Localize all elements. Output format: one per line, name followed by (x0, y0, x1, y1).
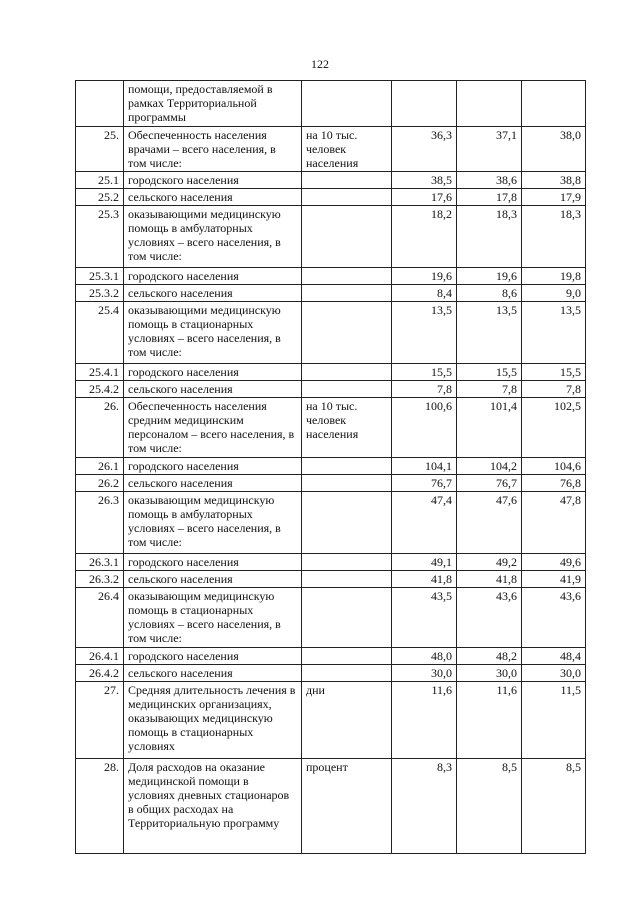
cell-name: городского населения (124, 458, 302, 475)
cell-unit (302, 81, 392, 127)
cell-unit (302, 554, 392, 571)
cell-v1: 19,6 (392, 268, 457, 285)
table-row (76, 127, 586, 172)
cell-num: 26.4.2 (76, 665, 124, 682)
cell-v1: 47,4 (392, 492, 457, 554)
cell-v1: 38,5 (392, 172, 457, 189)
table-row (76, 571, 586, 588)
cell-num: 27. (76, 682, 124, 759)
cell-v1: 7,8 (392, 381, 457, 398)
cell-v3: 19,8 (522, 268, 586, 285)
cell-name: сельского населения (124, 665, 302, 682)
cell-v2: 7,8 (457, 381, 522, 398)
cell-v3: 38,8 (522, 172, 586, 189)
cell-num: 26. (76, 398, 124, 458)
cell-unit (302, 665, 392, 682)
cell-v1: 15,5 (392, 364, 457, 381)
cell-name: городского населения (124, 648, 302, 665)
indicators-table (75, 80, 586, 854)
cell-num: 26.3.2 (76, 571, 124, 588)
cell-num: 26.1 (76, 458, 124, 475)
table-body (76, 81, 586, 854)
cell-name: сельского населения (124, 571, 302, 588)
cell-v1: 36,3 (392, 127, 457, 172)
cell-num (76, 81, 124, 127)
cell-name: помощи, предоставляемой в рамках Территориальной программы (124, 81, 302, 127)
cell-unit (302, 364, 392, 381)
cell-v1: 41,8 (392, 571, 457, 588)
table-row (76, 285, 586, 302)
cell-name: городского населения (124, 364, 302, 381)
cell-v3: 49,6 (522, 554, 586, 571)
cell-v1: 11,6 (392, 682, 457, 759)
cell-name: Доля расходов на оказание медицинской помощи в условиях дневных стационаров в общих расходах на Территориальную программу (124, 759, 302, 854)
cell-unit (302, 492, 392, 554)
table-row (76, 364, 586, 381)
table-row (76, 475, 586, 492)
cell-v2: 18,3 (457, 206, 522, 268)
table-row (76, 492, 586, 554)
table-row (76, 458, 586, 475)
cell-v2: 43,6 (457, 588, 522, 648)
cell-v2: 11,6 (457, 682, 522, 759)
cell-name: Средняя длительность лечения в медицинских организациях, оказывающих медицинскую помощь в стационарных условиях (124, 682, 302, 759)
cell-v2: 49,2 (457, 554, 522, 571)
cell-unit: дни (302, 682, 392, 759)
cell-name: оказывающими медицинскую помощь в амбулаторных условиях – всего населения, в том числе: (124, 206, 302, 268)
cell-v2: 37,1 (457, 127, 522, 172)
cell-v3: 13,5 (522, 302, 586, 364)
cell-name: сельского населения (124, 189, 302, 206)
table-row (76, 665, 586, 682)
cell-v1: 48,0 (392, 648, 457, 665)
cell-v2: 17,8 (457, 189, 522, 206)
cell-v3: 38,0 (522, 127, 586, 172)
cell-name: Обеспеченность населения средним медицинским персоналом – всего населения, в том числе: (124, 398, 302, 458)
cell-num: 26.3 (76, 492, 124, 554)
cell-v1: 100,6 (392, 398, 457, 458)
cell-name: сельского населения (124, 381, 302, 398)
cell-v3: 48,4 (522, 648, 586, 665)
cell-num: 25.1 (76, 172, 124, 189)
cell-num: 25. (76, 127, 124, 172)
cell-v1: 104,1 (392, 458, 457, 475)
table-row (76, 206, 586, 268)
cell-v3: 11,5 (522, 682, 586, 759)
cell-name: городского населения (124, 268, 302, 285)
cell-unit: на 10 тыс. человек населения (302, 127, 392, 172)
cell-v1: 13,5 (392, 302, 457, 364)
cell-name: оказывающими медицинскую помощь в стационарных условиях – всего населения, в том числе: (124, 302, 302, 364)
cell-v1 (392, 81, 457, 127)
cell-v3: 76,8 (522, 475, 586, 492)
cell-num: 25.3 (76, 206, 124, 268)
cell-v3: 43,6 (522, 588, 586, 648)
cell-v2: 76,7 (457, 475, 522, 492)
cell-unit (302, 475, 392, 492)
cell-v2: 38,6 (457, 172, 522, 189)
cell-num: 25.4 (76, 302, 124, 364)
table-row (76, 302, 586, 364)
cell-name: сельского населения (124, 475, 302, 492)
cell-v1: 18,2 (392, 206, 457, 268)
cell-name: оказывающим медицинскую помощь в амбулаторных условиях – всего населения, в том числе: (124, 492, 302, 554)
cell-v2: 30,0 (457, 665, 522, 682)
table-row (76, 648, 586, 665)
cell-unit (302, 458, 392, 475)
cell-v3: 8,5 (522, 759, 586, 854)
table-row (76, 398, 586, 458)
cell-v1: 8,3 (392, 759, 457, 854)
cell-v1: 8,4 (392, 285, 457, 302)
cell-v3: 41,9 (522, 571, 586, 588)
cell-name: городского населения (124, 554, 302, 571)
cell-v3: 47,8 (522, 492, 586, 554)
cell-unit (302, 189, 392, 206)
cell-name: сельского населения (124, 285, 302, 302)
cell-v3: 18,3 (522, 206, 586, 268)
cell-v3: 15,5 (522, 364, 586, 381)
cell-v1: 49,1 (392, 554, 457, 571)
cell-unit (302, 381, 392, 398)
cell-num: 28. (76, 759, 124, 854)
cell-num: 25.4.2 (76, 381, 124, 398)
cell-v2: 41,8 (457, 571, 522, 588)
cell-v3 (522, 81, 586, 127)
cell-unit (302, 571, 392, 588)
cell-unit (302, 648, 392, 665)
cell-unit (302, 268, 392, 285)
table-row (76, 172, 586, 189)
cell-v2: 15,5 (457, 364, 522, 381)
cell-v3: 7,8 (522, 381, 586, 398)
cell-v2: 8,5 (457, 759, 522, 854)
cell-num: 25.4.1 (76, 364, 124, 381)
table-row (76, 189, 586, 206)
cell-v2: 104,2 (457, 458, 522, 475)
cell-v3: 104,6 (522, 458, 586, 475)
cell-unit: на 10 тыс. человек населения (302, 398, 392, 458)
cell-num: 25.3.2 (76, 285, 124, 302)
cell-unit (302, 285, 392, 302)
cell-num: 26.4 (76, 588, 124, 648)
cell-num: 26.4.1 (76, 648, 124, 665)
cell-unit (302, 172, 392, 189)
cell-v2: 47,6 (457, 492, 522, 554)
cell-unit (302, 302, 392, 364)
page-number: 122 (311, 57, 329, 71)
cell-num: 26.2 (76, 475, 124, 492)
cell-num: 26.3.1 (76, 554, 124, 571)
cell-v1: 76,7 (392, 475, 457, 492)
cell-v2: 8,6 (457, 285, 522, 302)
cell-name: оказывающим медицинскую помощь в стационарных условиях – всего населения, в том числе: (124, 588, 302, 648)
cell-v3: 17,9 (522, 189, 586, 206)
table-row (76, 554, 586, 571)
cell-v1: 30,0 (392, 665, 457, 682)
cell-v3: 30,0 (522, 665, 586, 682)
table-row (76, 588, 586, 648)
table-row (76, 268, 586, 285)
cell-v3: 102,5 (522, 398, 586, 458)
cell-v2: 48,2 (457, 648, 522, 665)
cell-v1: 43,5 (392, 588, 457, 648)
table-row (76, 759, 586, 854)
cell-name: городского населения (124, 172, 302, 189)
cell-num: 25.2 (76, 189, 124, 206)
cell-v2: 101,4 (457, 398, 522, 458)
cell-unit: процент (302, 759, 392, 854)
cell-unit (302, 588, 392, 648)
table-row (76, 682, 586, 759)
cell-v2: 19,6 (457, 268, 522, 285)
cell-v2 (457, 81, 522, 127)
cell-v1: 17,6 (392, 189, 457, 206)
table-row (76, 381, 586, 398)
cell-v3: 9,0 (522, 285, 586, 302)
cell-num: 25.3.1 (76, 268, 124, 285)
cell-name: Обеспеченность населения врачами – всего населения, в том числе: (124, 127, 302, 172)
table-row (76, 81, 586, 127)
cell-v2: 13,5 (457, 302, 522, 364)
cell-unit (302, 206, 392, 268)
